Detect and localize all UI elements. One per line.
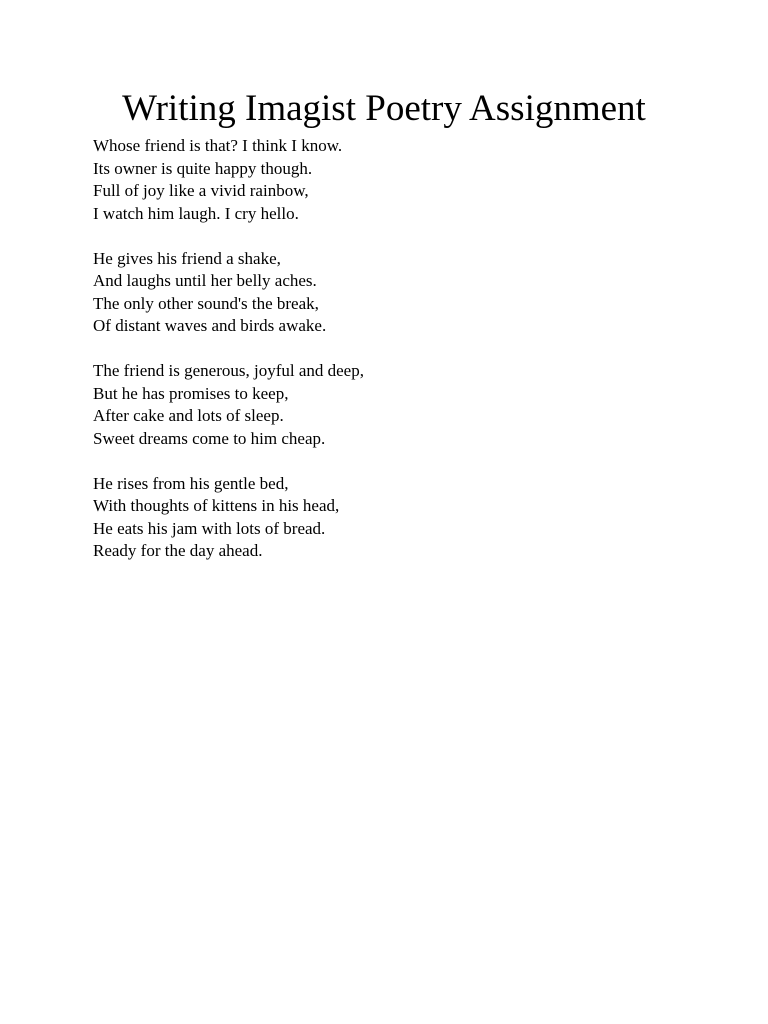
poem-line: He gives his friend a shake,: [93, 248, 281, 268]
stanza-2: [93, 248, 733, 338]
poem-line: With thoughts of kittens in his head,: [93, 496, 340, 515]
stanza-1: [93, 135, 733, 225]
poem-line: Whose friend is that? I think I know.: [93, 136, 343, 155]
poem-line: Sweet dreams come to him cheap.: [93, 428, 326, 448]
poem-line: I watch him laugh. I cry hello.: [93, 203, 299, 223]
stanza-4: [93, 473, 733, 563]
poem-line: The friend is generous, joyful and deep,: [93, 361, 364, 380]
poem-line: Of distant waves and birds awake.: [93, 316, 327, 335]
document-title: Writing Imagist Poetry Assignment: [122, 88, 646, 129]
poem-body: [93, 135, 733, 585]
poem-line: Full of joy like a vivid rainbow,: [93, 181, 309, 200]
poem-line: He eats his jam with lots of bread.: [93, 518, 326, 538]
poem-line: After cake and lots of sleep.: [93, 406, 284, 425]
poem-line: And laughs until her belly aches.: [93, 271, 317, 290]
poem-line: Ready for the day ahead.: [93, 541, 263, 560]
poem-line: He rises from his gentle bed,: [93, 473, 289, 493]
poem-line: But he has promises to keep,: [93, 383, 289, 403]
stanza-3: [93, 360, 733, 450]
poem-line: The only other sound's the break,: [93, 293, 319, 313]
poem-line: Its owner is quite happy though.: [93, 158, 313, 178]
